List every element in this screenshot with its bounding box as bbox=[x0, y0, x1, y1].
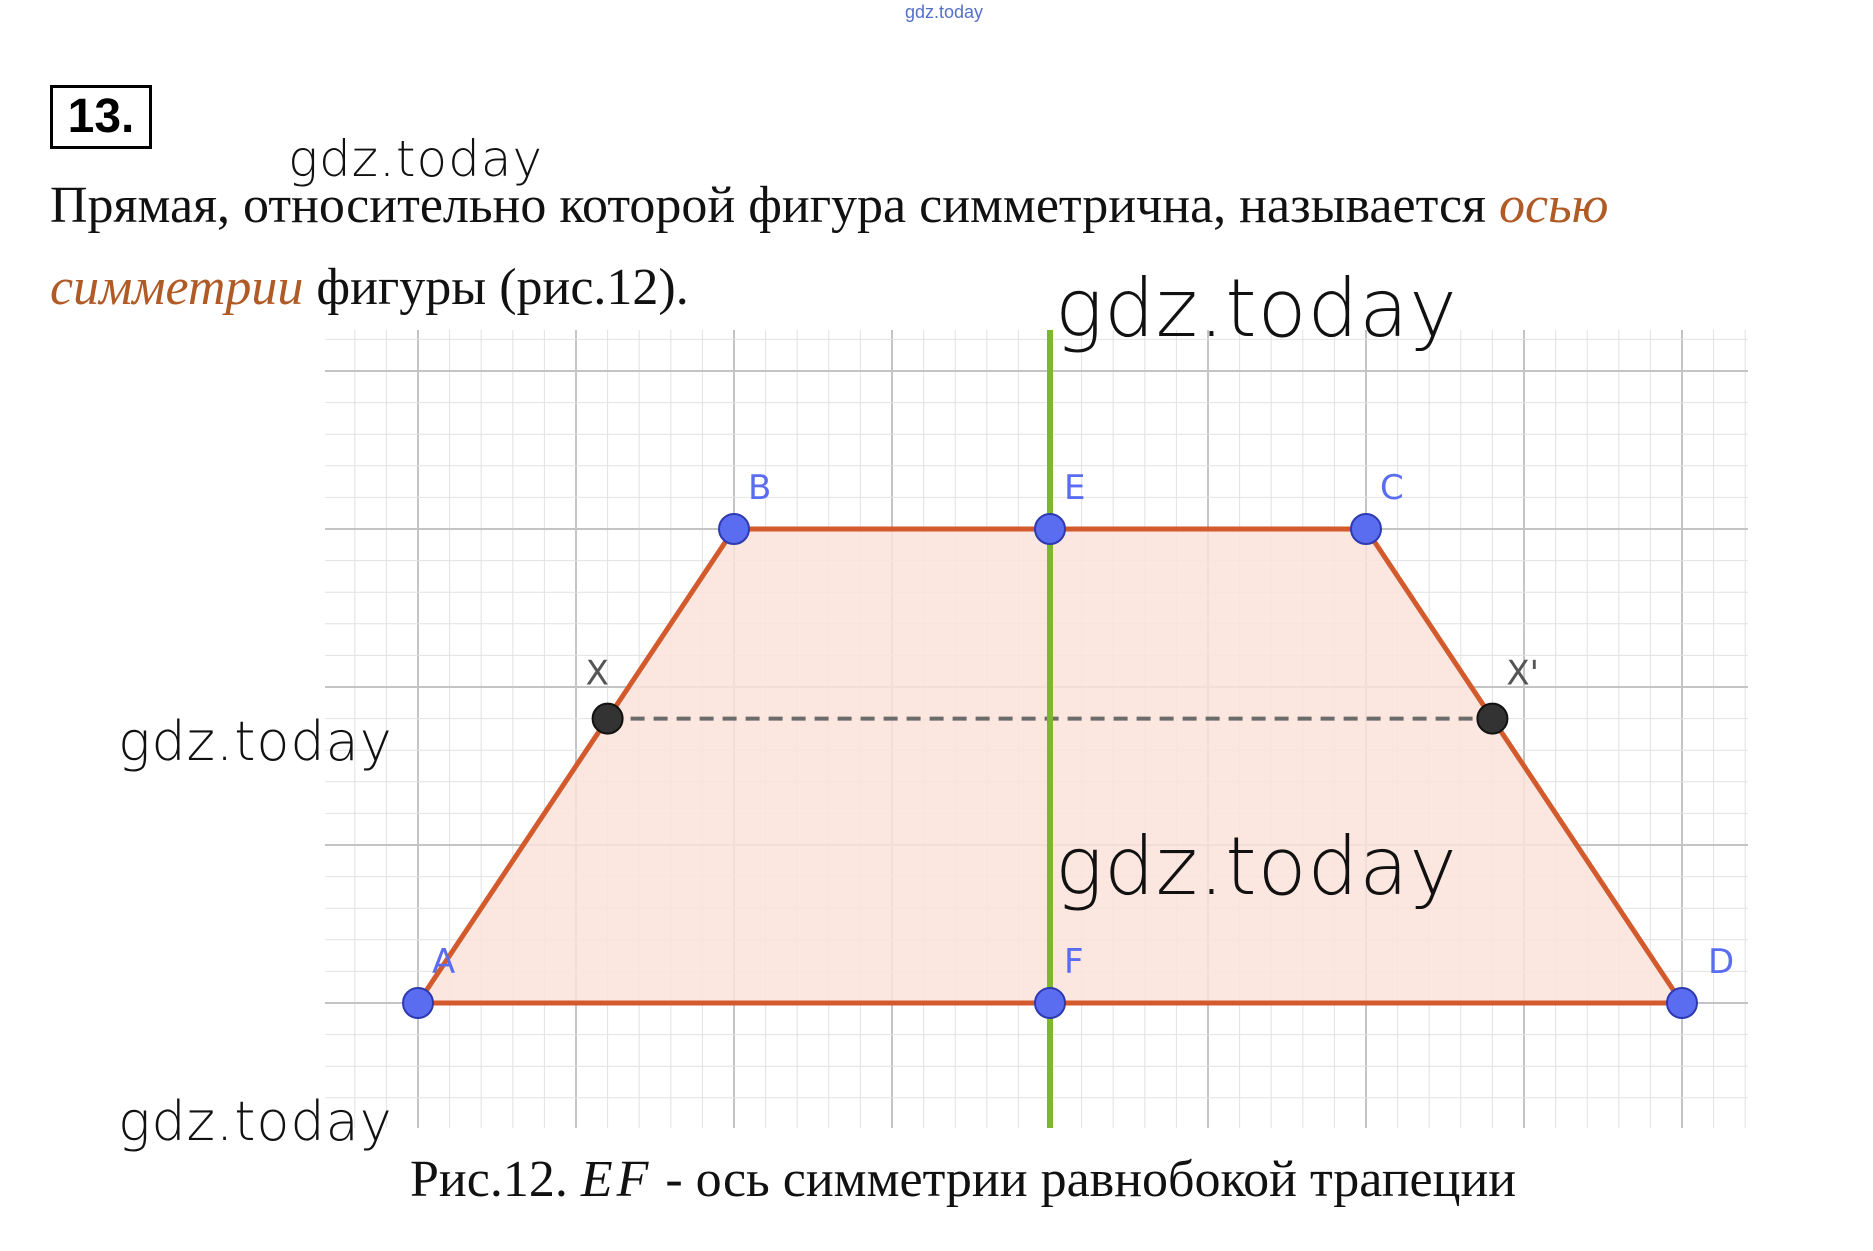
point-x2 bbox=[1477, 704, 1507, 734]
task-number-box: 13. bbox=[50, 85, 152, 149]
point-label-d: D bbox=[1708, 942, 1735, 982]
watermark: gdz.today bbox=[1055, 262, 1458, 355]
point-label-f: F bbox=[1064, 942, 1084, 982]
watermark: gdz.today bbox=[118, 710, 393, 773]
watermark: gdz.today bbox=[1055, 820, 1458, 913]
point-e bbox=[1035, 514, 1065, 544]
point-a bbox=[403, 988, 433, 1018]
caption-ef: EF bbox=[580, 1151, 653, 1208]
point-x bbox=[593, 704, 623, 734]
top-watermark: gdz.today bbox=[905, 2, 984, 22]
point-b bbox=[719, 514, 749, 544]
point-c bbox=[1351, 514, 1381, 544]
point-d bbox=[1667, 988, 1697, 1018]
point-label-c: C bbox=[1380, 468, 1404, 508]
watermark: gdz.today bbox=[118, 1090, 393, 1153]
point-label-b: B bbox=[748, 468, 772, 508]
watermark: gdz.today bbox=[288, 130, 544, 188]
point-label-x2: X' bbox=[1506, 653, 1540, 694]
term-symmetry-word: симметрии bbox=[50, 259, 304, 316]
definition-text-end: фигуры (рис.12). bbox=[303, 259, 689, 316]
caption-text: - ось симметрии равнобокой трапеции bbox=[652, 1151, 1517, 1208]
definition-text: Прямая, относительно которой фигура симметрична, называется bbox=[50, 177, 1499, 234]
point-label-x: X bbox=[585, 653, 609, 694]
figure-caption bbox=[410, 1150, 1516, 1209]
term-axis-word: осью bbox=[1498, 177, 1609, 234]
caption-prefix: Рис.12. bbox=[410, 1151, 581, 1208]
point-label-e: E bbox=[1064, 468, 1086, 508]
point-label-a: A bbox=[432, 942, 456, 982]
point-f bbox=[1035, 988, 1065, 1018]
